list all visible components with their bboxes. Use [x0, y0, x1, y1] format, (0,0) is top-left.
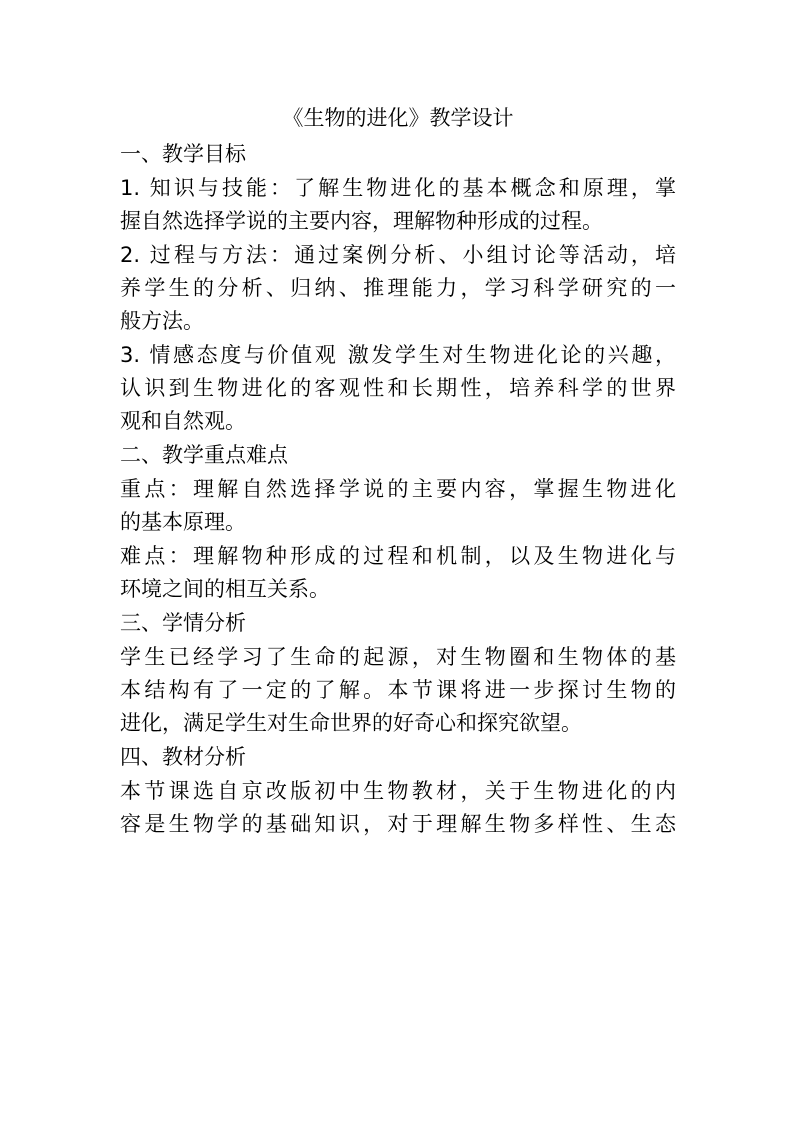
text-line: 观和自然观。: [120, 409, 246, 433]
text-line: 本结构有了一定的了解。本节课将进一步探讨生物的: [120, 678, 676, 702]
text-line: 难点：理解物种形成的过程和机制，以及生物进化与: [120, 544, 676, 568]
document-title: 《生物的进化》教学设计: [282, 106, 514, 130]
text-line: 握自然选择学说的主要内容，理解物种形成的过程。: [120, 209, 603, 233]
paragraph-knowledge-skills: [120, 172, 676, 238]
text-line: 认识到生物进化的客观性和长期性，培养科学的世界: [120, 376, 676, 400]
text-line: 般方法。: [120, 309, 204, 333]
text-line: 1. 知识与技能：了解生物进化的基本概念和原理，掌: [120, 176, 676, 200]
text-line: 本节课选自京改版初中生物教材，关于生物进化的内: [120, 779, 676, 803]
paragraph-textbook-analysis: [120, 775, 676, 841]
text-line: 学生已经学习了生命的起源，对生物圈和生物体的基: [120, 645, 676, 669]
text-line: 重点：理解自然选择学说的主要内容，掌握生物进化: [120, 477, 676, 501]
heading-objectives: 一、教学目标: [120, 142, 246, 166]
text-line: 3. 情感态度与价值观 激发学生对生物进化论的兴趣，: [120, 343, 676, 367]
paragraph-key-points: [120, 473, 676, 539]
text-line: 养学生的分析、归纳、推理能力，学习科学研究的一: [120, 276, 676, 300]
document-page: [120, 100, 676, 842]
text-line: 2. 过程与方法：通过案例分析、小组讨论等活动，培: [120, 243, 676, 267]
text-line: 进化，满足学生对生命世界的好奇心和探究欲望。: [120, 711, 582, 735]
text-line: 容是生物学的基础知识，对于理解生物多样性、生态: [120, 812, 676, 836]
paragraph-difficult-points: [120, 540, 676, 606]
heading-student-analysis: 三、学情分析: [120, 611, 246, 635]
heading-key-difficult-points: 二、教学重点难点: [120, 443, 288, 467]
paragraph-student-analysis: [120, 641, 676, 740]
text-line: 环境之间的相互关系。: [120, 577, 330, 601]
paragraph-emotion-values: [120, 339, 676, 438]
paragraph-process-methods: [120, 239, 676, 338]
text-line: 的基本原理。: [120, 510, 246, 534]
heading-textbook-analysis: 四、教材分析: [120, 745, 246, 769]
